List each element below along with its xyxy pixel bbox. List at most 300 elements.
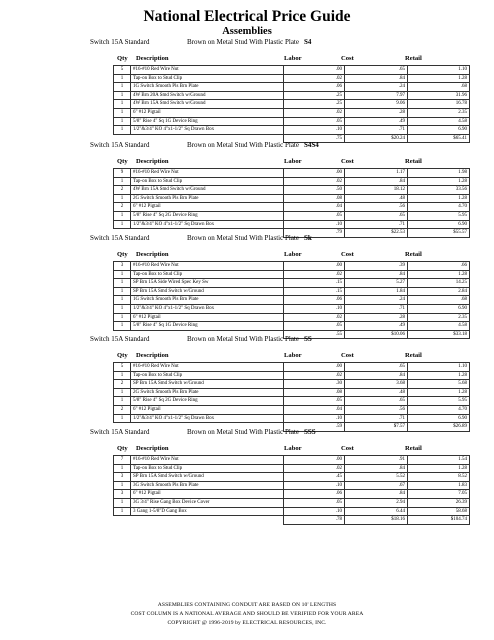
retail-cell: 1.54	[408, 456, 470, 465]
assembly-section	[0, 335, 494, 430]
retail-header: Retail	[405, 55, 422, 62]
labor-cell: .02	[284, 108, 345, 117]
qty-cell: 1	[114, 313, 131, 322]
labor-cell: .50	[284, 186, 345, 195]
table-row	[114, 262, 470, 271]
section-standard: Switch 15A Standard	[90, 428, 150, 436]
table-row	[114, 66, 470, 75]
labor-cell: .02	[284, 177, 345, 186]
table-row	[114, 363, 470, 372]
table-row	[114, 507, 470, 516]
labor-cell: .05	[284, 211, 345, 220]
retail-cell: 14.25	[408, 279, 470, 288]
retail-cell: 58.68	[408, 507, 470, 516]
table-row	[114, 126, 470, 135]
qty-cell: 7	[114, 456, 131, 465]
retail-header: Retail	[405, 158, 422, 165]
cost-header: Cost	[341, 251, 354, 258]
table-row	[114, 473, 470, 482]
description-cell: 3G Switch Smooth Pls Brn Plate	[131, 481, 284, 490]
retail-cell: 8.52	[408, 473, 470, 482]
retail-cell: 33.56	[408, 186, 470, 195]
labor-cell: .05	[284, 498, 345, 507]
retail-cell: 1.28	[408, 74, 470, 83]
table-row	[114, 279, 470, 288]
total-cost-cell: $22.53	[345, 229, 408, 238]
qty-header: Qty	[117, 55, 128, 62]
cost-cell: .71	[345, 220, 408, 229]
description-cell: 6" #12 Pigtail	[131, 405, 284, 414]
retail-cell: 5.95	[408, 397, 470, 406]
section-standard: Switch 15A Standard	[90, 141, 150, 149]
cost-cell: .48	[345, 388, 408, 397]
cost-cell: .65	[345, 363, 408, 372]
labor-cell: .02	[284, 464, 345, 473]
assembly-section	[0, 38, 494, 141]
labor-cell: .08	[284, 194, 345, 203]
cost-cell: .24	[345, 83, 408, 92]
retail-header: Retail	[405, 445, 422, 452]
section-code: S4	[304, 38, 312, 46]
cost-cell: 2.94	[345, 498, 408, 507]
labor-header: Labor	[284, 55, 302, 62]
table-row	[114, 220, 470, 229]
cost-cell: .84	[345, 464, 408, 473]
qty-cell: 3	[114, 490, 131, 499]
section-description: Brown on Metal Stud With Plastic Plate	[187, 234, 299, 242]
labor-cell: .02	[284, 74, 345, 83]
qty-cell: 1	[114, 498, 131, 507]
assembly-table	[113, 261, 470, 339]
labor-cell: .05	[284, 322, 345, 331]
qty-cell: 1	[114, 126, 131, 135]
retail-cell: 1.28	[408, 177, 470, 186]
labor-cell: .30	[284, 380, 345, 389]
labor-cell: .10	[284, 481, 345, 490]
retail-cell: 4.58	[408, 117, 470, 126]
qty-cell: 1	[114, 304, 131, 313]
retail-cell: 4.70	[408, 405, 470, 414]
description-cell: 1G Switch Smooth Pls Brn Plate	[131, 296, 284, 305]
qty-cell: 2	[114, 203, 131, 212]
retail-cell: .66	[408, 262, 470, 271]
cost-cell: .84	[345, 74, 408, 83]
cost-cell: 9.06	[345, 100, 408, 109]
cost-header: Cost	[341, 158, 354, 165]
qty-cell: 3	[114, 262, 131, 271]
retail-cell: 6.90	[408, 126, 470, 135]
retail-cell: 6.90	[408, 304, 470, 313]
labor-cell: .10	[284, 414, 345, 423]
retail-cell: 5.68	[408, 380, 470, 389]
labor-cell: .02	[284, 313, 345, 322]
table-row	[114, 498, 470, 507]
description-cell: 4W Brn 15A Smd Switch w/Ground	[131, 186, 284, 195]
retail-cell: 1.28	[408, 464, 470, 473]
cost-cell: 7.97	[345, 91, 408, 100]
labor-cell: .10	[284, 220, 345, 229]
cost-cell: .65	[345, 66, 408, 75]
qty-cell: 1	[114, 108, 131, 117]
section-header	[0, 335, 494, 346]
cost-cell: .56	[345, 203, 408, 212]
table-row	[114, 194, 470, 203]
table-row	[114, 287, 470, 296]
cost-cell: .84	[345, 177, 408, 186]
description-cell: 6" #12 Pigtail	[131, 490, 284, 499]
footer-line: COST COLUMN IS A NATIONAL AVERAGE AND SHOULD BE VERIFIED FOR YOUR AREA	[130, 611, 364, 617]
qty-cell: 5	[114, 66, 131, 75]
cost-cell: .65	[345, 397, 408, 406]
cost-cell: .48	[345, 194, 408, 203]
description-cell: 3 Gang 1-5/8"D Gang Box	[131, 507, 284, 516]
description-cell: Tap-on Box to Stud Clip	[131, 177, 284, 186]
table-row	[114, 169, 470, 178]
retail-cell: 1.83	[408, 481, 470, 490]
table-row	[114, 211, 470, 220]
qty-cell: 1	[114, 481, 131, 490]
table-row	[114, 108, 470, 117]
assembly-table	[113, 455, 470, 525]
section-description: Brown on Metal Stud With Plastic Plate	[187, 38, 299, 46]
qty-cell: 1	[114, 397, 131, 406]
section-standard: Switch 15A Standard	[90, 234, 150, 242]
retail-cell: 16.78	[408, 100, 470, 109]
cost-cell: .71	[345, 304, 408, 313]
cost-header: Cost	[341, 55, 354, 62]
total-labor-cell: .75	[284, 134, 345, 143]
retail-cell: 2.35	[408, 313, 470, 322]
labor-cell: .15	[284, 279, 345, 288]
table-row	[114, 186, 470, 195]
labor-cell: .00	[284, 66, 345, 75]
cost-cell: 1.84	[345, 287, 408, 296]
page-title: National Electrical Price Guide	[143, 8, 351, 25]
description-cell: 5/8" Rise 4" Sq 1G Device Ring	[131, 322, 284, 331]
table-row	[114, 304, 470, 313]
description-cell: 4W Brn 15A Smd Switch w/Ground	[131, 100, 284, 109]
description-cell: #16-#10 Red Wire Nut	[131, 363, 284, 372]
description-cell: 6" #12 Pigtail	[131, 313, 284, 322]
description-cell: 3G 3/4" Rise Gang Box Device Cover	[131, 498, 284, 507]
cost-header: Cost	[341, 352, 354, 359]
retail-cell: 5.95	[408, 211, 470, 220]
assembly-table	[113, 362, 470, 432]
retail-cell: 31.96	[408, 91, 470, 100]
qty-cell: 1	[114, 211, 131, 220]
qty-header: Qty	[117, 352, 128, 359]
labor-cell: .05	[284, 397, 345, 406]
qty-cell: 1	[114, 270, 131, 279]
blank-cell	[131, 516, 284, 525]
total-retail-cell: $65.41	[408, 134, 470, 143]
labor-cell: .10	[284, 126, 345, 135]
qty-cell: 1	[114, 177, 131, 186]
labor-cell: .00	[284, 169, 345, 178]
section-standard: Switch 15A Standard	[90, 335, 150, 343]
labor-cell: .00	[284, 363, 345, 372]
qty-header: Qty	[117, 445, 128, 452]
section-description: Brown on Metal Stud With Plastic Plate	[187, 335, 299, 343]
description-cell: 5/8" Rise 4" Sq 2G Device Ring	[131, 397, 284, 406]
description-cell: 6" #12 Pigtail	[131, 203, 284, 212]
blank-cell	[114, 516, 131, 525]
qty-cell: 1	[114, 74, 131, 83]
total-retail-cell: $33.18	[408, 330, 470, 339]
labor-header: Labor	[284, 352, 302, 359]
total-retail-cell: $55.57	[408, 229, 470, 238]
cost-cell: .84	[345, 371, 408, 380]
description-header: Description	[136, 251, 169, 258]
table-row	[114, 405, 470, 414]
labor-header: Labor	[284, 158, 302, 165]
description-cell: 1/2"&3/4" KO 4"x1-1/2" Sq Drawn Box	[131, 220, 284, 229]
section-header	[0, 234, 494, 245]
section-code: SSS	[304, 428, 316, 436]
labor-cell: .05	[284, 117, 345, 126]
qty-cell: 1	[114, 322, 131, 331]
retail-cell: 1.10	[408, 363, 470, 372]
retail-cell: 1.10	[408, 66, 470, 75]
description-cell: 1/2"&3/4" KO 4"x1-1/2" Sq Drawn Box	[131, 304, 284, 313]
retail-cell: 6.90	[408, 220, 470, 229]
retail-cell: 6.90	[408, 414, 470, 423]
table-row	[114, 490, 470, 499]
footer-line: ASSEMBLIES CONTAINING CONDUIT ARE BASED ON 10' LENGTHS	[157, 602, 337, 608]
qty-cell: 1	[114, 100, 131, 109]
section-code: Sk	[304, 234, 312, 242]
qty-cell: 1	[114, 83, 131, 92]
page-subtitle: Assemblies	[222, 26, 272, 37]
total-labor-cell: .59	[284, 423, 345, 432]
column-headers	[0, 53, 494, 65]
section-header	[0, 141, 494, 152]
labor-cell: .06	[284, 83, 345, 92]
cost-cell: .24	[345, 296, 408, 305]
cost-cell: 5.27	[345, 279, 408, 288]
table-row	[114, 203, 470, 212]
description-cell: SP Brn 15A Smd Switch w/Ground	[131, 473, 284, 482]
total-cost-cell: $18.16	[345, 516, 408, 525]
cost-cell: .28	[345, 108, 408, 117]
qty-cell: 3	[114, 473, 131, 482]
labor-cell: .25	[284, 100, 345, 109]
description-cell: 2G Switch Smooth Pls Brn Plate	[131, 194, 284, 203]
assembly-section	[0, 141, 494, 236]
description-cell: #16-#10 Red Wire Nut	[131, 66, 284, 75]
labor-cell: .08	[284, 388, 345, 397]
table-row	[114, 100, 470, 109]
assembly-section	[0, 234, 494, 337]
retail-cell: 1.28	[408, 371, 470, 380]
cost-cell: 1.17	[345, 169, 408, 178]
qty-header: Qty	[117, 158, 128, 165]
assembly-table	[113, 65, 470, 143]
footer-line: COPYRIGHT @ 1996-2019 by ELECTRICAL RESOURCES, INC.	[167, 620, 327, 626]
retail-cell: 1.28	[408, 270, 470, 279]
cost-cell: .65	[345, 211, 408, 220]
cost-cell: 6.44	[345, 507, 408, 516]
labor-cell: .45	[284, 473, 345, 482]
labor-header: Labor	[284, 445, 302, 452]
labor-cell: .04	[284, 405, 345, 414]
description-cell: 1G Switch Smooth Pls Brn Plate	[131, 83, 284, 92]
total-labor-cell: .79	[284, 229, 345, 238]
qty-cell: 1	[114, 371, 131, 380]
description-cell: 1/2"&3/4" KO 4"x1-1/2" Sq Drawn Box	[131, 126, 284, 135]
cost-cell: .67	[345, 481, 408, 490]
retail-cell: 2.35	[408, 108, 470, 117]
labor-cell: .00	[284, 456, 345, 465]
total-retail-cell: $104.74	[408, 516, 470, 525]
total-row	[114, 516, 470, 525]
qty-cell: 1	[114, 194, 131, 203]
total-cost-cell: $7.57	[345, 423, 408, 432]
qty-cell: 1	[114, 507, 131, 516]
retail-header: Retail	[405, 251, 422, 258]
assembly-table	[113, 168, 470, 238]
qty-cell: 1	[114, 464, 131, 473]
retail-cell: 1.98	[408, 169, 470, 178]
description-cell: 1/2"&3/4" KO 4"x1-1/2" Sq Drawn Box	[131, 414, 284, 423]
column-headers	[0, 249, 494, 261]
qty-header: Qty	[117, 251, 128, 258]
table-row	[114, 313, 470, 322]
cost-cell: .49	[345, 322, 408, 331]
section-description: Brown on Metal Stud With Plastic Plate	[187, 141, 299, 149]
column-headers	[0, 350, 494, 362]
column-headers	[0, 156, 494, 168]
cost-cell: .91	[345, 456, 408, 465]
total-labor-cell: .78	[284, 516, 345, 525]
description-header: Description	[136, 55, 169, 62]
qty-cell: 1	[114, 414, 131, 423]
description-cell: #16-#10 Red Wire Nut	[131, 456, 284, 465]
description-cell: SP Brn 15A Side Wired Spec Key Sw	[131, 279, 284, 288]
labor-cell: .10	[284, 304, 345, 313]
labor-header: Labor	[284, 251, 302, 258]
section-description: Brown on Metal Stud With Plastic Plate	[187, 428, 299, 436]
retail-cell: 1.28	[408, 194, 470, 203]
description-cell: #16-#10 Red Wire Nut	[131, 262, 284, 271]
labor-cell: .15	[284, 287, 345, 296]
labor-cell: .25	[284, 91, 345, 100]
labor-cell: .06	[284, 490, 345, 499]
cost-cell: .56	[345, 405, 408, 414]
labor-cell: .04	[284, 203, 345, 212]
table-row	[114, 83, 470, 92]
retail-cell: 4.70	[408, 203, 470, 212]
table-row	[114, 456, 470, 465]
qty-cell: 1	[114, 279, 131, 288]
table-row	[114, 74, 470, 83]
total-cost-cell: $10.06	[345, 330, 408, 339]
table-row	[114, 270, 470, 279]
cost-cell: 5.52	[345, 473, 408, 482]
cost-cell: .71	[345, 414, 408, 423]
qty-cell: 1	[114, 117, 131, 126]
table-row	[114, 414, 470, 423]
table-row	[114, 296, 470, 305]
description-cell: Tap-on Box to Stud Clip	[131, 270, 284, 279]
table-row	[114, 322, 470, 331]
description-cell: 5/8" Rise 4" Sq 2G Device Ring	[131, 211, 284, 220]
description-cell: 6" #12 Pigtail	[131, 108, 284, 117]
retail-cell: 2.84	[408, 287, 470, 296]
cost-cell: 3.68	[345, 380, 408, 389]
description-cell: SP Brn 15A Smd Switch w/Ground	[131, 380, 284, 389]
table-row	[114, 117, 470, 126]
qty-cell: 2	[114, 405, 131, 414]
section-header	[0, 38, 494, 49]
qty-cell: 2	[114, 186, 131, 195]
table-row	[114, 380, 470, 389]
description-cell: 4W Brn 20A Smd Switch w/Ground	[131, 91, 284, 100]
description-cell: #16-#10 Red Wire Nut	[131, 169, 284, 178]
description-cell: Tap-on Box to Stud Clip	[131, 74, 284, 83]
table-row	[114, 481, 470, 490]
table-row	[114, 371, 470, 380]
table-row	[114, 464, 470, 473]
retail-cell: .68	[408, 83, 470, 92]
retail-cell: 26.39	[408, 498, 470, 507]
retail-cell: 7.05	[408, 490, 470, 499]
cost-cell: .28	[345, 313, 408, 322]
qty-cell: 2	[114, 380, 131, 389]
qty-cell: 1	[114, 388, 131, 397]
total-retail-cell: $26.89	[408, 423, 470, 432]
table-row	[114, 91, 470, 100]
labor-cell: .00	[284, 262, 345, 271]
section-code: S4S4	[304, 141, 319, 149]
column-headers	[0, 443, 494, 455]
retail-cell: 4.58	[408, 322, 470, 331]
qty-cell: 1	[114, 287, 131, 296]
retail-header: Retail	[405, 352, 422, 359]
cost-cell: .39	[345, 262, 408, 271]
cost-cell: .84	[345, 270, 408, 279]
cost-cell: 18.12	[345, 186, 408, 195]
description-header: Description	[136, 445, 169, 452]
description-header: Description	[136, 352, 169, 359]
section-standard: Switch 15A Standard	[90, 38, 150, 46]
table-row	[114, 388, 470, 397]
qty-cell: 9	[114, 169, 131, 178]
cost-cell: .49	[345, 117, 408, 126]
description-cell: 2G Switch Smooth Pls Brn Plate	[131, 388, 284, 397]
labor-cell: .02	[284, 371, 345, 380]
qty-cell: 1	[114, 220, 131, 229]
table-row	[114, 397, 470, 406]
qty-cell: 5	[114, 363, 131, 372]
description-cell: 5/8" Rise 4" Sq 1G Device Ring	[131, 117, 284, 126]
labor-cell: .10	[284, 507, 345, 516]
qty-cell: 1	[114, 91, 131, 100]
assembly-section	[0, 428, 494, 523]
cost-header: Cost	[341, 445, 354, 452]
section-code: SS	[304, 335, 312, 343]
cost-cell: .71	[345, 126, 408, 135]
labor-cell: .02	[284, 270, 345, 279]
description-cell: SP Brn 15A Smd Switch w/Ground	[131, 287, 284, 296]
qty-cell: 1	[114, 296, 131, 305]
description-cell: Tap-on Box to Stud Clip	[131, 371, 284, 380]
retail-cell: .68	[408, 296, 470, 305]
total-labor-cell: .55	[284, 330, 345, 339]
cost-cell: .84	[345, 490, 408, 499]
table-row	[114, 177, 470, 186]
description-cell: Tap-on Box to Stud Clip	[131, 464, 284, 473]
